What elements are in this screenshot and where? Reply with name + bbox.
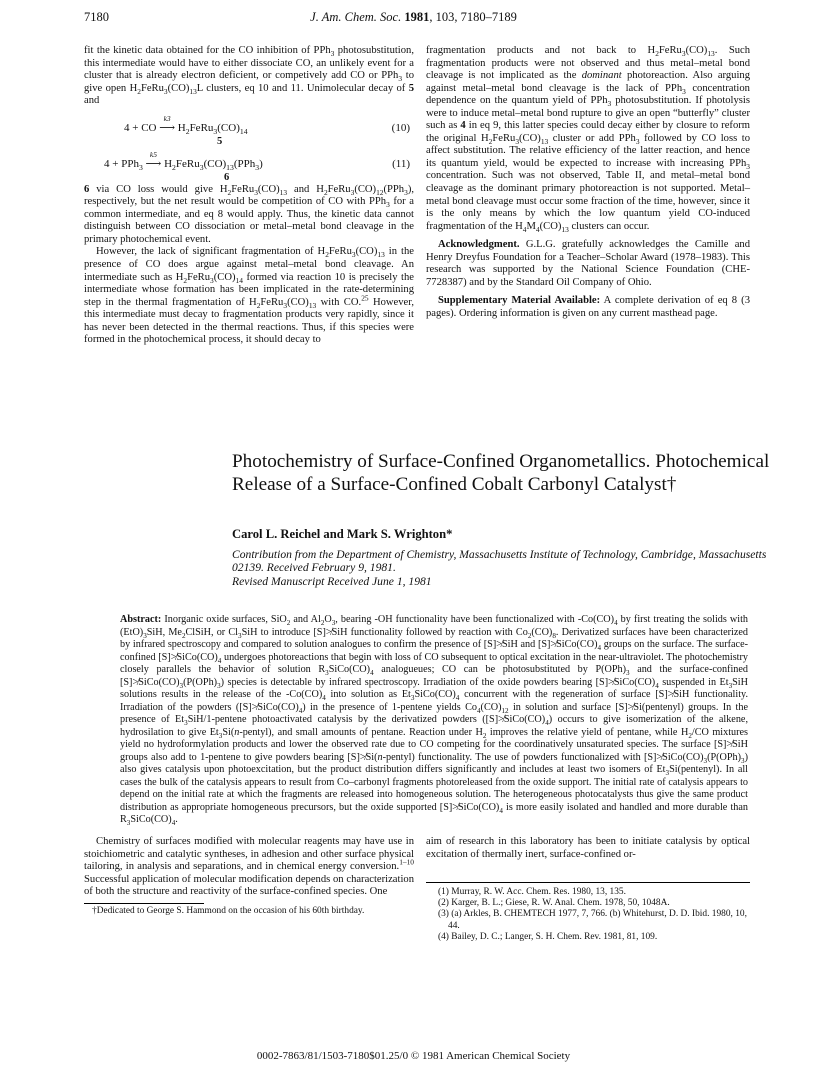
- paragraph: 6 via CO loss would give $H_2FeRu_3(CO)_{13}$ and $H_2FeRu_3(CO)_{12}(PPh_3)$, respectively, but the net result would be competition of CO with PPh$_3$ for a common intermediate, and eq 8 would apply. Thus, the kinetic data cannot distinguish between CO dissociation or metal–metal bond cleavage in the primary photochemical event.: [84, 183, 414, 245]
- abstract: [120, 614, 748, 827]
- article-title: Photochemistry of Surface-Confined Organometallics. Photochemical Release of a Surface-Confined Cobalt Carbonyl Catalyst†: [232, 451, 770, 495]
- reference-2: (2) Karger, B. L.; Giese, R. W. Anal. Chem. 1978, 50, 1048A.: [438, 898, 670, 909]
- acknowledgment: [426, 239, 750, 289]
- supplementary-text: A complete derivation of eq 8 (3 pages). Ordering information is given on any current masthead page.: [426, 295, 750, 319]
- reference-3: (3) (a) Arkles, B. CHEMTECH 1977, 7, 766. (b) Whitehurst, D. D. Ibid. 1980, 10, 44.: [438, 909, 747, 931]
- page-footer: 0002-7863/81/1503-7180$01.25/0 © 1981 American Chemical Society: [256, 1050, 571, 1062]
- right-column-bottom: [426, 836, 750, 861]
- journal-name: J. Am. Chem. Soc.: [310, 10, 402, 24]
- equation-number: (10): [391, 121, 410, 134]
- supplementary-label: Supplementary Material Available:: [438, 295, 601, 307]
- paragraph: aim of research in this laboratory has been to initiate catalysis by optical excitation of thermally inert, surface-confined or-: [426, 836, 750, 860]
- footnote-rule: [84, 903, 204, 904]
- page-number: 7180: [84, 10, 109, 24]
- reference-4: (4) Bailey, D. C.; Langer, S. H. Chem. Rev. 1981, 81, 109.: [438, 931, 658, 942]
- left-column-top: [84, 45, 414, 347]
- paragraph: fragmentation products and not back to $H_2FeRu_3(CO)_{13}$. Such fragmentation products were not observed and thus metal–metal bond cleavage is not implicated as the dominant photoreaction. Also arguing against metal–metal bond cleavage is the lack of PPh$_3$ concentration dependence on the quantum yield of PPh$_3$ photosubstitution. If photolysis were to induce metal–metal bond rupture to give an open “butterfly” cluster such as 4 in eq 9, this latter species could decay either by closure to reform the original $H_2FeRu_3(CO)_{13}$ cluster or add PPh$_3$ followed by CO loss to affect substitution. The relative efficiency of the latter reaction, and hence its quantum yield, would be expected to increase with increasing PPh$_3$ concentration. Such was not observed, Table II, and metal–metal bond cleavage as the dominant primary photoreaction is not supported. Metal–metal bond cleavage must occur some fraction of the time, however, since it is the only means by which the low quantum yield CO-induced fragmentation of the $H_4M_4(CO)_{13}$ clusters can occur.: [426, 45, 751, 234]
- supplementary-material: [426, 295, 750, 320]
- references: [426, 887, 756, 943]
- acknowledgment-text: G.L.G. gratefully acknowledges the Camille and Henry Dreyfus Foundation for a Teacher–Scholar Award (1978–1983). This research was supported by the National Science Foundation (CHE-7728387) and by the Standard Oil Company of Ohio.: [426, 239, 750, 288]
- acknowledgment-label: Acknowledgment.: [438, 239, 520, 251]
- paragraph: Chemistry of surfaces modified with molecular reagents may have use in stoichiometric and catalytic syntheses, in adhesion and other surface physical tailoring, in analysis and separations, and in chemical energy conversion.$^{1-10}$ Successful application of molecular modification depends on characterization of both the structure and reactivity of the surface-confined species. One: [84, 836, 414, 898]
- compound-number: 5: [217, 135, 223, 147]
- journal-header: [0, 10, 827, 25]
- journal-year: 1981: [404, 10, 430, 24]
- rate-constant-k3: k3: [163, 113, 171, 123]
- equation-number: (11): [392, 157, 410, 170]
- revised-date: Revised Manuscript Received June 1, 1981: [232, 574, 432, 588]
- article-authors: Carol L. Reichel and Mark S. Wrighton*: [232, 527, 453, 541]
- footnote-dedication: †Dedicated to George S. Hammond on the occasion of his 60th birthday.: [92, 905, 365, 916]
- abstract-label: Abstract:: [120, 614, 162, 625]
- equation-11: 4 + PPh$_3$ ⟶ k5 $H_2FeRu_3(CO)_{13}(PPh_3)$ 6 (11): [104, 149, 410, 183]
- equation-10: 4 + CO ⟶ k3 $H_2FeRu_3(CO)_{14}$ 5 (10): [124, 113, 410, 147]
- abstract-text: Abstract: Inorganic oxide surfaces, SiO$_2$ and $Al_2O_3$, bearing -OH functionality have been functionalized with $-Co(CO)_4$ by first treating the solids with $(EtO)_3SiH$, $Me_2ClSiH$, or $Cl_3SiH$ to introduce [S]≯SiH functionality followed by reaction with $Co_2(CO)_8$. Derivatized surfaces have been characterized by infrared spectroscopy and compared to solution analogues to confirm the presence of [S]≯SiH and $[S]≯SiCo(CO)_4$ groups on the surface. The surface-confined $[S]≯SiCo(CO)_4$ undergoes photoreactions that begin with loss of CO subsequent to optical excitation in the near-ultraviolet. The photochemistry closely parallels the behavior of solution $R_3SiCo(CO)_4$ analogueues; CO can be photosubstituted by $P(OPh)_3$ and the surface-confined $[S]≯SiCo(CO)_3(P(OPh)_3)$ species is detectable by infrared spectroscopy. Irradiation of the oxide powders bearing $[S]≯SiCo(CO)_4$ suspended in $Et_3SiH$ solutions results in the release of the $-Co(CO)_4$ into solution as $Et_3SiCo(CO)_4$ concurrent with the regeneration of surface [S]≯SiH functionality. Irradiation of the powders $([S]≯SiCo(CO)_4)$ in the presence of 1-pentene yields $Co_4(CO)_{12}$ in solution and surface [S]≯Si(pentenyl) groups. In the presence of $Et_3SiH/1$-pentene photoactivated catalysis by the derivatized powders $([S]≯SiCo(CO)_4)$ occurs to give isomerization of the alkene, hydrosilation to give $Et_3Si(n-pentyl)$, and small amounts of pentane. Reaction under $H_2$ improves the relative yield of pentane, while $H_2/CO$ mixtures yield no hydroformylation products and lower the observed rate due to CO competing for the coordinatively unsaturated species. The surface [S]≯SiH groups also add to 1-pentene to give powders bearing [S]≯Si(n-pentyl) functionality. The use of powders functionalized with $[S]≯SiCo(CO)_3(P(OPh)_3)$ also gives catalysis upon photoexcitation, but the product distribution differs significantly and includes at least two isomers of $Et_3Si(pentenyl)$. In all cases the bulk of the catalysis appears to result from Co–carbonyl fragments photoreleased from the oxide support. The initial rate of catalysis appears to depend on the initial rate at which the fragments are released into homogeneous solution. The heterogeneous photocatalysts thus give the same product distribution as appropriate homogeneous precursors, but the oxide supported $[S]≯SiCo(CO)_4$ is more easily isolated and handled and more durable than $R_3SiCo(CO)_4$.: [120, 614, 749, 828]
- left-column-bottom: [84, 836, 414, 917]
- paragraph: However, the lack of significant fragmentation of $H_2FeRu_3(CO)_{13}$ in the presence of CO does argue against metal–metal bond cleavage. An intermediate such as $H_2FeRu_3(CO)_{14}$ formed via reaction 10 is precisely the intermediate whose formation has been implicated in the rate-determining step in the thermal fragmentation of $H_2FeRu_3(CO)_{13}$ with CO.$^{25}$ However, this intermediate must decay to fragmentation products very rapidly, since it has never been detected in the thermal reactions. Thus, if this species were formed in the photochemical process, it should decay to: [84, 246, 415, 346]
- journal-volume: , 103, 7180–7189: [429, 10, 517, 24]
- compound-number: 6: [224, 171, 230, 183]
- rate-constant-k5: k5: [149, 149, 157, 159]
- references-rule: [426, 882, 750, 883]
- affiliation-text: Contribution from the Department of Chemistry, Massachusetts Institute of Technology, Cambridge, Massachusetts 02139. Received February 9, 1981.: [232, 548, 767, 575]
- paragraph-continued: fit the kinetic data obtained for the CO inhibition of PPh$_3$ photosubstitution, this intermediate would have to either dissociate CO, an unlikely event for a cluster that is already electron deficient, or competively add CO or PPh$_3$ to give open $H_2FeRu_3(CO)_{13}L$ clusters, eq 10 and 11. Unimolecular decay of 5 and: [84, 45, 415, 107]
- reference-1: (1) Murray, R. W. Acc. Chem. Res. 1980, 13, 135.: [438, 887, 626, 897]
- article-affiliation: [232, 548, 792, 588]
- right-column-top: [426, 45, 750, 320]
